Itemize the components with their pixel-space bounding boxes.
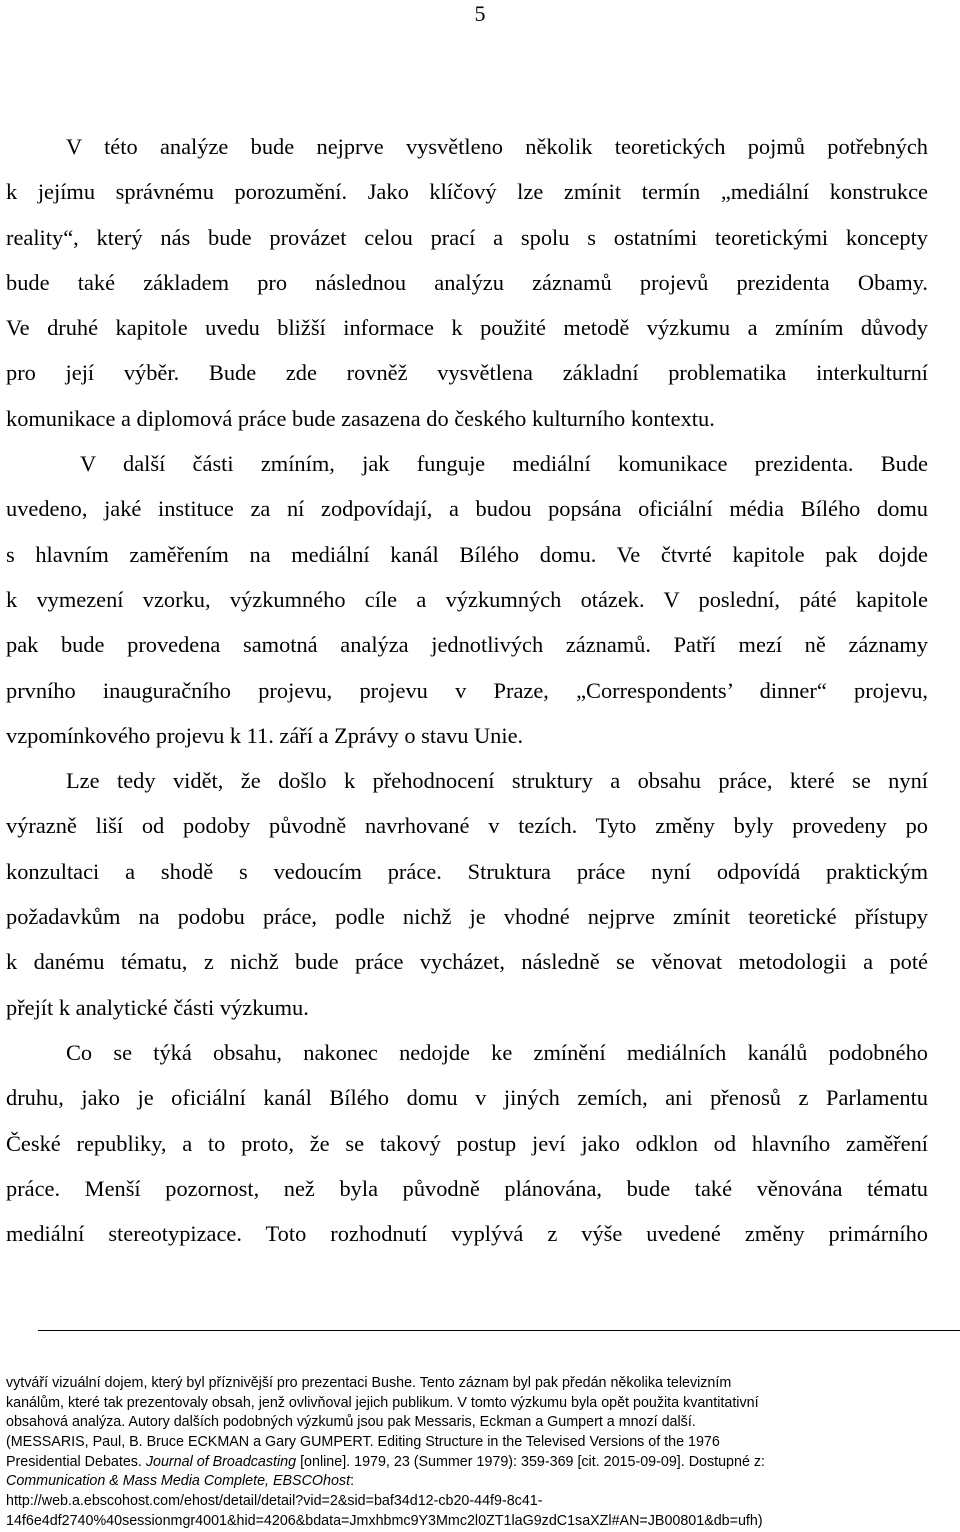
footnote-line bbox=[6, 1453, 956, 1473]
body-line: pro její výběr. Bude zde rovněž vysvětlena základní problematika interkulturní bbox=[6, 360, 928, 386]
body-line: přejít k analytické části výzkumu. bbox=[6, 994, 309, 1020]
body-line: k vymezení vzorku, výzkumného cíle a výzkumných otázek. V poslední, páté kapitole bbox=[6, 586, 928, 612]
body-line: druhu, jako je oficiální kanál Bílého domu v jiných zemích, ani přenosů z Parlamentu bbox=[6, 1085, 928, 1111]
footnote-line bbox=[6, 1472, 956, 1492]
body-line: konzultaci a shodě s vedoucím práce. Struktura práce nyní odpovídá praktickým bbox=[6, 858, 928, 884]
body-line: Ve druhé kapitole uvedu bližší informace k použité metodě výzkumu a zmíním důvody bbox=[6, 315, 928, 341]
body-line: reality“, který nás bude provázet celou prací a spolu s ostatními teoretickými koncepty bbox=[6, 224, 928, 250]
footnote-line: obsahová analýza. Autory dalších podobných výzkumů jsou pak Messaris, Eckman a Gumpert a mnozí další. bbox=[6, 1414, 696, 1431]
footnote-text: [online]. 1979, 23 (Summer 1979): 359-369 [cit. 2015-09-09]. Dostupné z: bbox=[296, 1453, 765, 1470]
body-line: pak bude provedena samotná analýza jednotlivých záznamů. Patří mezí ně záznamy bbox=[6, 632, 928, 658]
database-name: Communication & Mass Media Complete, EBSCOhost bbox=[6, 1473, 351, 1490]
body-line: prvního inauguračního projevu, projevu v Praze, „Correspondents’ dinner“ projevu, bbox=[6, 677, 928, 703]
body-line: výrazně liší od podoby původně navrhované v tezích. Tyto změny byly provedeny po bbox=[6, 813, 928, 839]
page-number: 5 bbox=[474, 1, 486, 26]
body-line: k danému tématu, z nichž bude práce vycházet, následně se věnovat metodologii a poté bbox=[6, 949, 928, 975]
footnote-line: (MESSARIS, Paul, B. Bruce ECKMAN a Gary GUMPERT. Editing Structure in the Televised Versions of the 1976 bbox=[6, 1434, 720, 1451]
body-line: České republiky, a to proto, že se takový postup jeví jako odklon od hlavního zaměření bbox=[6, 1130, 928, 1156]
body-line: vzpomínkového projevu k 11. září a Zprávy o stavu Unie. bbox=[6, 722, 524, 748]
body-line: práce. Menší pozornost, než byla původně plánována, bude také věnována tématu bbox=[6, 1175, 928, 1201]
footnote-text: : bbox=[350, 1473, 355, 1490]
journal-title: Journal of Broadcasting bbox=[145, 1453, 297, 1470]
body-line: Co se týká obsahu, nakonec nedojde ke zmínění mediálních kanálů podobného bbox=[66, 1039, 928, 1065]
footnote-text: Presidential Debates. bbox=[6, 1453, 146, 1470]
body-line: mediální stereotypizace. Toto rozhodnutí vyplývá z výše uvedené změny primárního bbox=[6, 1221, 928, 1247]
body-line: bude také základem pro následnou analýzu záznamů projevů prezidenta Obamy. bbox=[6, 269, 928, 295]
footnote-url[interactable]: http://web.a.ebscohost.com/ehost/detail/detail?vid=2&sid=baf34d12-cb20-44f9-8c41- bbox=[6, 1493, 543, 1510]
body-text bbox=[6, 124, 928, 1256]
footnote-line: kanálům, které tak prezentovaly obsah, jenž ovlivňoval jejich publikum. V tomto výzkumu byla opět použita kvantitativní bbox=[6, 1394, 759, 1411]
body-line: uvedeno, jaké instituce za ní zodpovídají, a budou popsána oficiální média Bílého domu bbox=[6, 496, 928, 522]
body-line: V další části zmíním, jak funguje mediální komunikace prezidenta. Bude bbox=[80, 451, 928, 477]
footnote-separator bbox=[38, 1330, 960, 1331]
body-line: požadavkům na podobu práce, podle nichž je vhodné nejprve zmínit teoretické přístupy bbox=[6, 904, 928, 930]
body-line: Lze tedy vidět, že došlo k přehodnocení struktury a obsahu práce, které se nyní bbox=[66, 768, 928, 794]
body-line: s hlavním zaměřením na mediální kanál Bílého domu. Ve čtvrté kapitole pak dojde bbox=[6, 541, 928, 567]
footnote-url[interactable]: 14f6e4df2740%40sessionmgr4001&hid=4206&bdata=Jmxhbmc9Y3Mmc2l0ZT1laG9zdC1saXZl#AN=JB00801&db=ufh) bbox=[6, 1512, 763, 1529]
body-line: k jejímu správnému porozumění. Jako klíčový lze zmínit termín „mediální konstrukce bbox=[6, 179, 928, 205]
body-line: V této analýze bude nejprve vysvětleno několik teoretických pojmů potřebných bbox=[66, 134, 928, 159]
body-line: komunikace a diplomová práce bude zasazena do českého kulturního kontextu. bbox=[6, 405, 715, 431]
footnotes bbox=[6, 1374, 956, 1532]
footnote-line: vytváří vizuální dojem, který byl příznivější pro prezentaci Bushe. Tento záznam byl pak předán několika televizním bbox=[6, 1375, 732, 1391]
